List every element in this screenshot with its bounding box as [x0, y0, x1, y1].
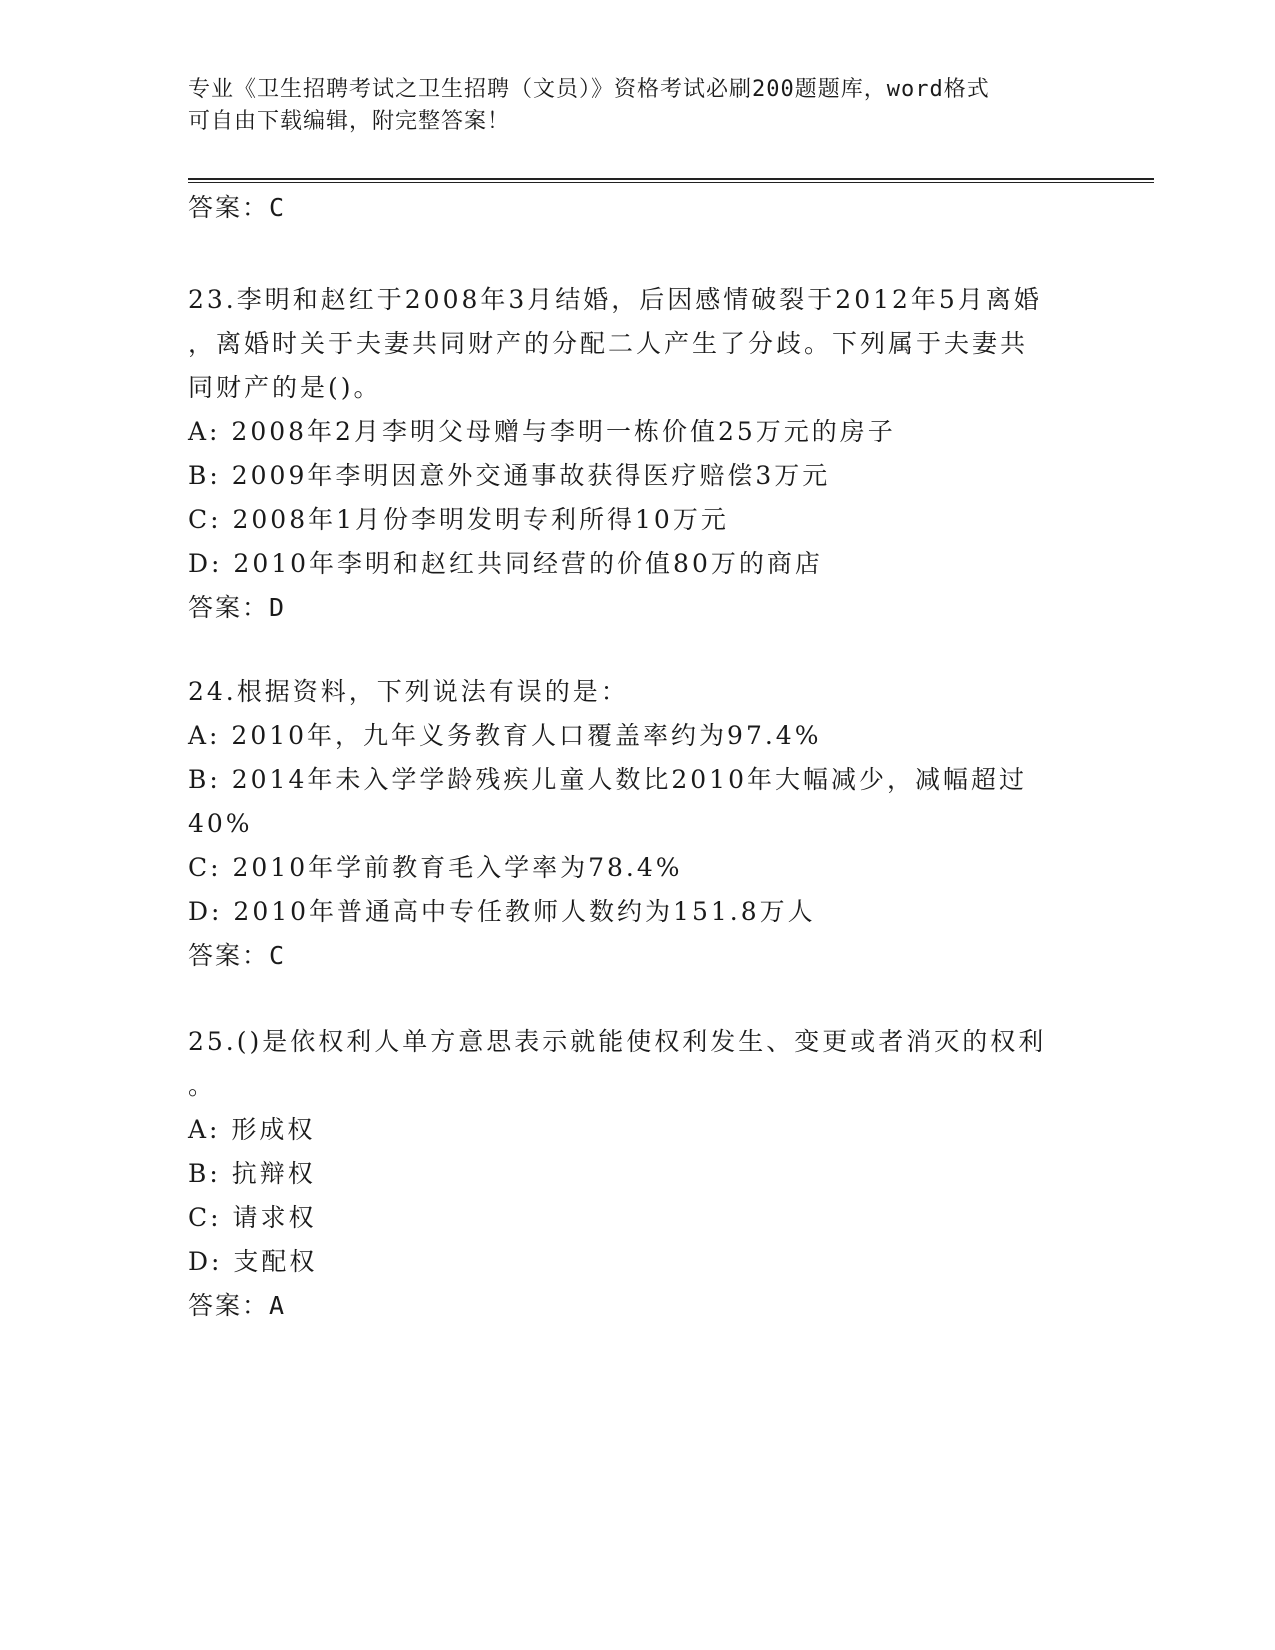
q24-option-b-line-1: B: 2014年未入学学龄残疾儿童人数比2010年大幅减少，减幅超过 [188, 765, 1027, 794]
answer-prefix: 答案： [188, 593, 270, 622]
document-header [188, 74, 1068, 138]
header-line-2: 可自由下载编辑，附完整答案！ [188, 109, 511, 134]
q23-stem-line-2: ，离婚时关于夫妻共同财产的分配二人产生了分歧。下列属于夫妻共 [188, 329, 1029, 358]
q25-option-c: C: 请求权 [188, 1203, 317, 1232]
answer-letter: C [269, 193, 287, 222]
q25-stem-line-1: 25.()是依权利人单方意思表示就能使权利发生、变更或者消灭的权利 [188, 1027, 1047, 1056]
answer-letter: C [269, 941, 287, 970]
q24-answer [188, 941, 1088, 971]
q24-option-d: D: 2010年普通高中专任教师人数约为151.8万人 [188, 897, 816, 926]
q23-stem-line-3: 同财产的是()。 [188, 373, 382, 402]
q25-option-b: B: 抗辩权 [188, 1159, 316, 1188]
q24-option-c: C: 2010年学前教育毛入学率为78.4% [188, 853, 683, 882]
q25-option-d: D: 支配权 [188, 1247, 318, 1276]
q23-option-c: C: 2008年1月份李明发明专利所得10万元 [188, 505, 729, 534]
q24-option-b-line-2: 40% [188, 809, 253, 838]
q25-option-a: A: 形成权 [188, 1115, 316, 1144]
q23-answer [188, 593, 1088, 623]
q23-option-d: D: 2010年李明和赵红共同经营的价值80万的商店 [188, 549, 823, 578]
header-divider [188, 178, 1154, 183]
q24-option-a: A: 2010年，九年义务教育人口覆盖率约为97.4% [188, 721, 822, 750]
q24-stem-line-1: 24.根据资料，下列说法有误的是： [188, 677, 629, 706]
q25-answer [188, 1291, 1088, 1321]
answer-prefix: 答案： [188, 1291, 270, 1320]
answer-prefix: 答案： [188, 193, 270, 222]
answer-letter: D [269, 593, 287, 622]
q25-stem-line-2: 。 [188, 1071, 217, 1100]
header-line-1: 专业《卫生招聘考试之卫生招聘（文员）》资格考试必刷200题题库，word格式 [188, 77, 990, 102]
q23-stem-line-1: 23.李明和赵红于2008年3月结婚，后因感情破裂于2012年5月离婚 [188, 285, 1042, 314]
q23-option-b: B: 2009年李明因意外交通事故获得医疗赔偿3万元 [188, 461, 831, 490]
answer-prefix: 答案： [188, 941, 270, 970]
q23-option-a: A: 2008年2月李明父母赠与李明一栋价值25万元的房子 [188, 417, 896, 446]
answer-letter: A [269, 1291, 287, 1320]
q22-answer [188, 193, 1088, 223]
